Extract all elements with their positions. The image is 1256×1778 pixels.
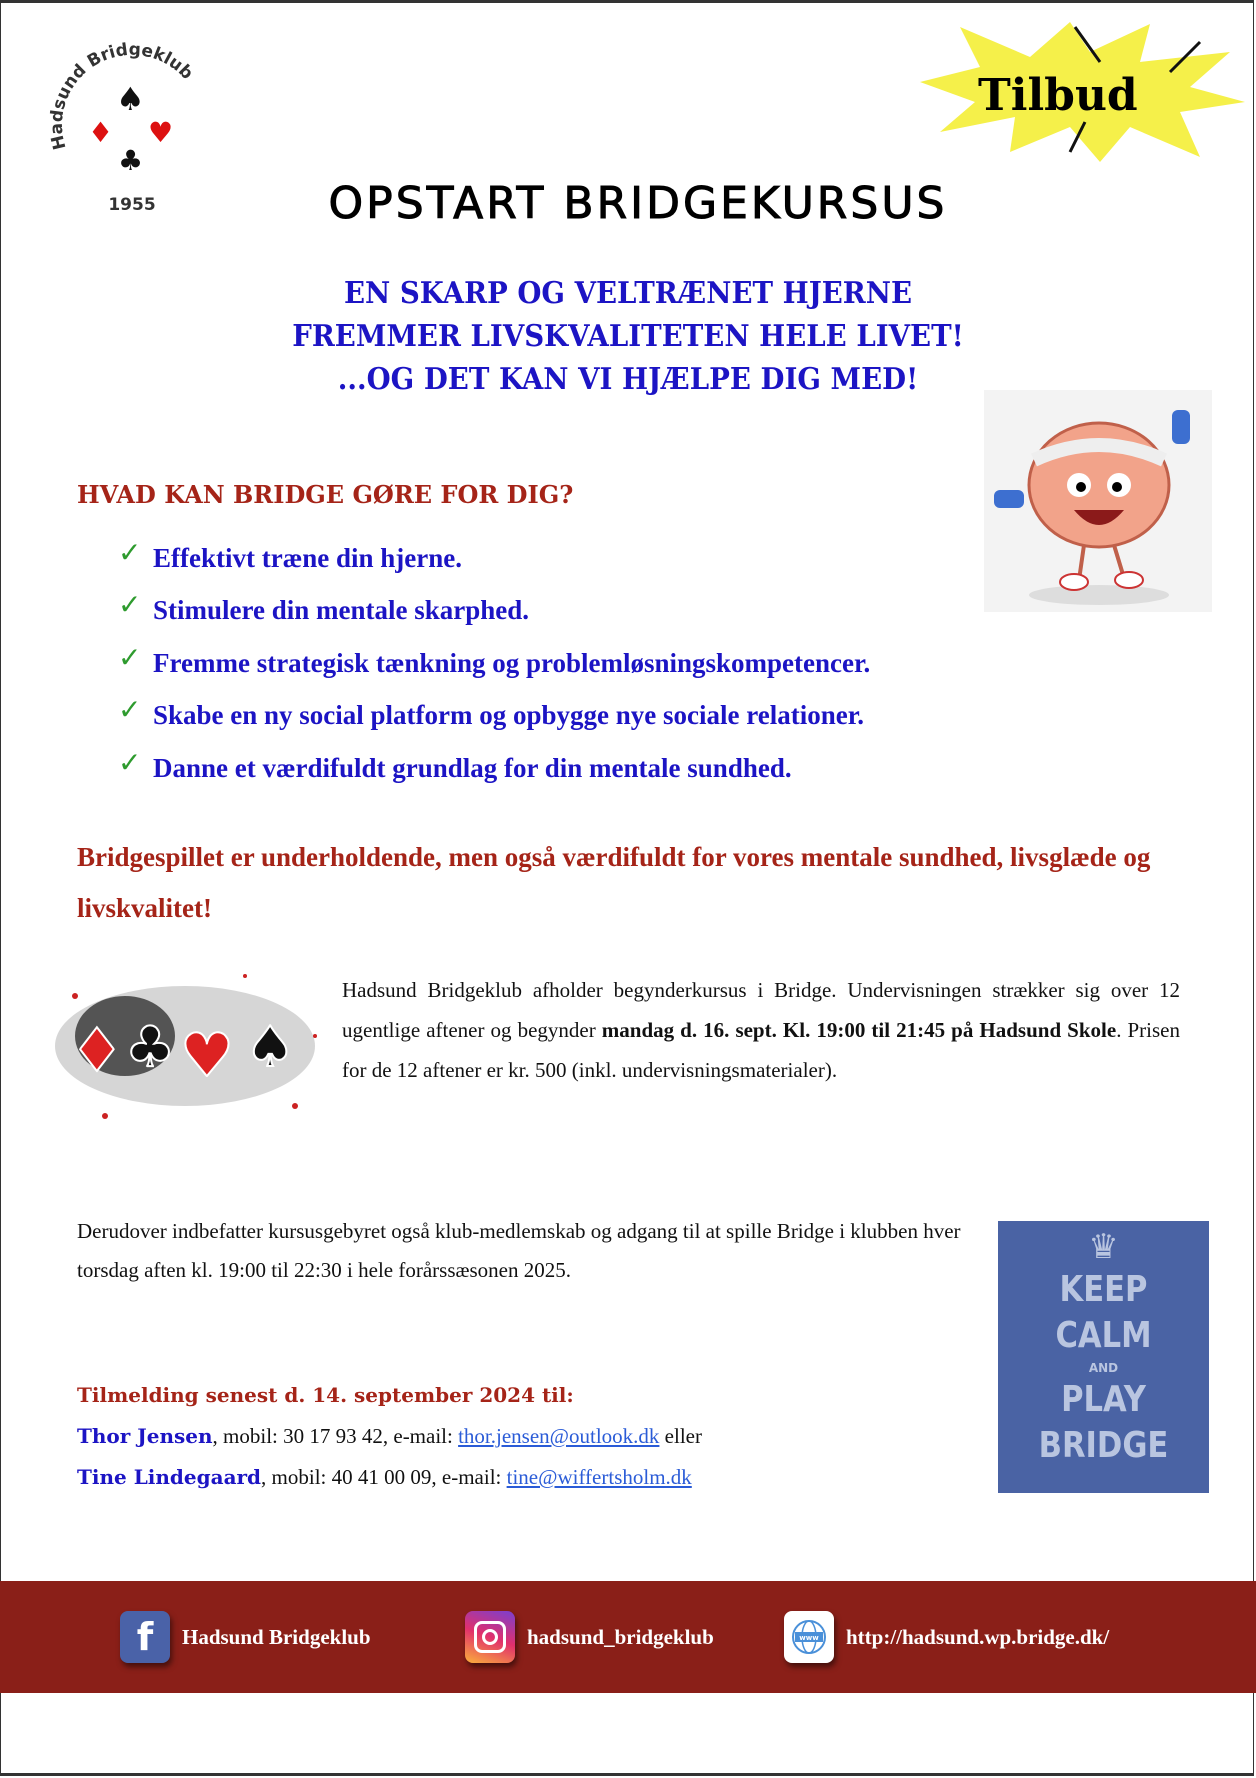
list-item: [118, 532, 1218, 585]
instagram-icon: [465, 1611, 515, 1663]
svg-text:♣: ♣: [118, 144, 144, 177]
keep-calm-poster: [998, 1221, 1209, 1493]
benefit-text: Fremme strategisk tænkning og problemløsningskompetencer.: [153, 647, 871, 678]
svg-text:Hadsund Bridgeklub: Hadsund Bridgeklub: [46, 39, 197, 152]
contact-name: Tine Lindegaard: [77, 1465, 262, 1489]
contact-detail: , mobil: 40 41 00 09, e-mail:: [261, 1465, 507, 1489]
headline: [50, 272, 1206, 401]
contact-detail: , mobil: 30 17 93 42, e-mail:: [212, 1424, 459, 1448]
email-link[interactable]: tine@wiffertsholm.dk: [506, 1465, 692, 1489]
svg-text:♠: ♠: [116, 80, 145, 118]
poster-text: AND: [1088, 1361, 1119, 1375]
instagram-link[interactable]: [465, 1611, 714, 1663]
contact-name: Thor Jensen: [77, 1424, 213, 1448]
website-link[interactable]: [784, 1611, 1109, 1663]
poster-text: BRIDGE: [1038, 1425, 1169, 1466]
benefit-text: Skabe en ny social platform og opbygge nye sociale relationer.: [153, 700, 864, 731]
checkmark-icon: ✓: [118, 693, 142, 727]
svg-text:♥: ♥: [148, 116, 174, 149]
svg-text:Tilbud: Tilbud: [978, 70, 1138, 121]
benefit-text: Effektivt træne din hjerne.: [153, 542, 462, 573]
page-title: OPSTART BRIDGEKURSUS: [328, 178, 948, 229]
course-date-location: mandag d. 16. sept. Kl. 19:00 til 21:45 på Hadsund Skole: [601, 1018, 1117, 1042]
course-price: . Prisen for de 12 aftener er kr. 500 (inkl. undervisningsmaterialer).: [342, 1018, 1180, 1082]
facebook-icon: f: [120, 1611, 170, 1663]
poster-text: KEEP: [1059, 1269, 1148, 1310]
list-item: [118, 637, 1218, 690]
footer-bar: [0, 1581, 1256, 1693]
list-item: [118, 742, 1218, 795]
contact-row: [77, 1416, 702, 1457]
benefits-list: [118, 532, 1218, 795]
email-link[interactable]: thor.jensen@outlook.dk: [458, 1424, 660, 1448]
svg-text:♦: ♦: [88, 116, 114, 149]
instagram-label: hadsund_bridgeklub: [527, 1624, 714, 1649]
headline-line: EN SKARP OG VELTRÆNET HJERNE: [343, 276, 913, 311]
svg-text:www: www: [799, 1634, 819, 1642]
contact-row: [77, 1457, 702, 1498]
registration: [77, 1375, 702, 1498]
headline-line: FREMMER LIVSKVALITETEN HELE LIVET!: [292, 319, 964, 354]
poster-text: PLAY: [1061, 1379, 1146, 1420]
list-item: [118, 690, 1218, 743]
svg-text:♥: ♥: [180, 1021, 234, 1091]
card-suits-image: [45, 946, 330, 1151]
checkmark-icon: ✓: [118, 535, 142, 569]
benefit-text: Stimulere din mentale skarphed.: [153, 595, 530, 626]
registration-heading: Tilmelding senest d. 14. september 2024 til:: [77, 1383, 574, 1407]
course-intro: Hadsund Bridgeklub afholder begynderkursus i Bridge. Undervisningen strækker sig over 12 ugentlige aftener og begynder: [342, 978, 1180, 1042]
benefits-heading: HVAD KAN BRIDGE GØRE FOR DIG?: [77, 480, 574, 509]
poster-text: CALM: [1055, 1315, 1152, 1356]
contact-suffix: eller: [659, 1424, 702, 1448]
svg-text:♦: ♦: [70, 1016, 124, 1086]
svg-text:♣: ♣: [125, 1015, 176, 1080]
checkmark-icon: ✓: [118, 640, 142, 674]
website-label: http://hadsund.wp.bridge.dk/: [846, 1624, 1110, 1649]
svg-text:1955: 1955: [108, 195, 156, 215]
checkmark-icon: ✓: [118, 745, 142, 779]
benefit-text: Danne et værdifuldt grundlag for din mentale sundhed.: [153, 752, 792, 783]
facebook-label: Hadsund Bridgeklub: [182, 1624, 371, 1649]
checkmark-icon: ✓: [118, 588, 142, 622]
membership-text: Derudover indbefatter kursusgebyret også klub-medlemskab og adgang til at spille Bridge i klubben hver torsdag aften kl. 19:00 til 22:30 i hele forårssæsonen 2025.: [77, 1219, 961, 1282]
svg-text:♠: ♠: [245, 1015, 296, 1080]
tagline: Bridgespillet er underholdende, men også værdifuldt for vores mentale sundhed, livsglæde og livskvalitet!: [77, 842, 1151, 923]
facebook-link[interactable]: [120, 1611, 371, 1663]
crown-icon: ♛: [1088, 1227, 1119, 1267]
course-description: [342, 970, 1180, 1090]
list-item: [118, 585, 1218, 638]
globe-www-icon: [784, 1611, 834, 1663]
headline-line: ...OG DET KAN VI HJÆLPE DIG MED!: [337, 362, 919, 397]
offer-badge: [900, 22, 1245, 162]
